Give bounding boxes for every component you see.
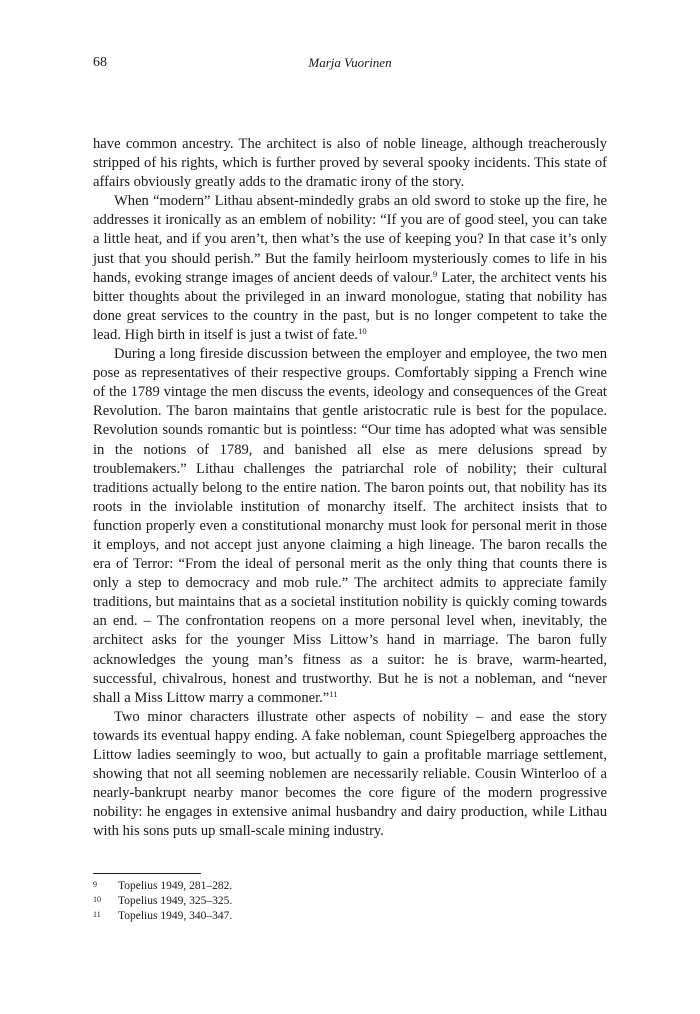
footnote-ref-11: 11 bbox=[329, 688, 338, 699]
footnote-text: Topelius 1949, 325–325. bbox=[118, 895, 233, 908]
paragraph-2 bbox=[93, 192, 607, 345]
footnote bbox=[93, 879, 607, 894]
paragraph-1: have common ancestry. The architect is also of noble lineage, although treacherously stripped of his rights, which is further proved by several spooky incidents. This state of affairs obviously greatly adds to the dramatic irony of the story. bbox=[93, 136, 607, 191]
footnote bbox=[93, 894, 607, 909]
footnote-ref-9: 9 bbox=[433, 268, 438, 279]
footnote bbox=[93, 909, 607, 924]
running-head-author: Marja Vuorinen bbox=[308, 55, 392, 70]
page-header bbox=[93, 55, 607, 75]
footnote-number: 10 bbox=[93, 895, 101, 905]
footnote-text: Topelius 1949, 340–347. bbox=[118, 910, 233, 923]
footnote-ref-10: 10 bbox=[358, 325, 367, 336]
paragraph-3-text: During a long fireside discussion between the employer and employee, the two men pose as representatives of their respective groups. Comfortably sipping a French wine of the 1789 vintage the men discuss the events, ideology and consequences of the Great Revolution. The baron maintains that gentle aristocratic rule is best for the populace. Revolution sounds romantic but is pointless: “Our time has adopted what was sensible in the notions of 1789, and banished all else as mere delusions spread by troublemakers.” Lithau challenges the patriarchal role of nobility; their cultural traditions actually belong to the entire nation. The baron points out, that nobility has its roots in the inviolable institution of monarchy itself. The architect insists that to function properly even a constitutional monarchy must look for personal merit in those it employs, and not accept just anyone claiming a high lineage. The baron recalls the era of Terror: “From the ideal of personal merit as the only thing that counts there is only a step to democracy and mob rule.” The architect admits to appreciate family traditions, but maintains that as a societal institution nobility is quickly coming towards an end. – The confrontation reopens on a more personal level when, inevitably, the architect asks for the younger Miss Littow’s hand in marriage. The baron fully acknowledges the young man’s fitness as a suitor: he is brave, warm-hearted, successful, chivalrous, honest and trustworthy. But he is not a nobleman, and “never shall a Miss Littow marry a commoner.” bbox=[93, 346, 607, 706]
paragraph-2-text-b: Later, the architect vents his bitter thoughts about the privileged in an inward monologue, stating that nobility has done great services to the country in the past, but is no longer competent to take the lead. High birth in itself is just a twist of fate. bbox=[93, 269, 607, 343]
footnotes bbox=[93, 879, 607, 925]
footnote-number: 11 bbox=[93, 910, 101, 920]
footnote-separator bbox=[93, 873, 201, 874]
body-text bbox=[93, 135, 607, 841]
footnote-number: 9 bbox=[93, 880, 97, 889]
footnote-text: Topelius 1949, 281–282. bbox=[118, 880, 233, 892]
paragraph-3 bbox=[93, 345, 607, 708]
paragraph-4: Two minor characters illustrate other aspects of nobility – and ease the story towards its eventual happy ending. A fake nobleman, count Spiegelberg approaches the Littow ladies seemingly to woo, but actually to gain a profitable marriage settlement, showing that not all seeming noblemen are necessarily reliable. Cousin Winterloo of a nearly-bankrupt nearby manor becomes the core figure of the modern progressive nobility: he engages in extensive animal husbandry and dairy production, while Lithau with his sons puts up small-scale mining industry. bbox=[93, 708, 607, 840]
paragraph-2-text-a: When “modern” Lithau absent-mindedly grabs an old sword to stoke up the fire, he addresses it ironically as an emblem of nobility: “If you are of good steel, you can take a little heat, and if you aren’t, then what’s the use of keeping you? In that case it’s only just that you should perish.” But the family heirloom mysteriously comes to life in his hands, evoking strange images of ancient deeds of valour. bbox=[93, 193, 607, 286]
page-number: 68 bbox=[93, 55, 107, 70]
